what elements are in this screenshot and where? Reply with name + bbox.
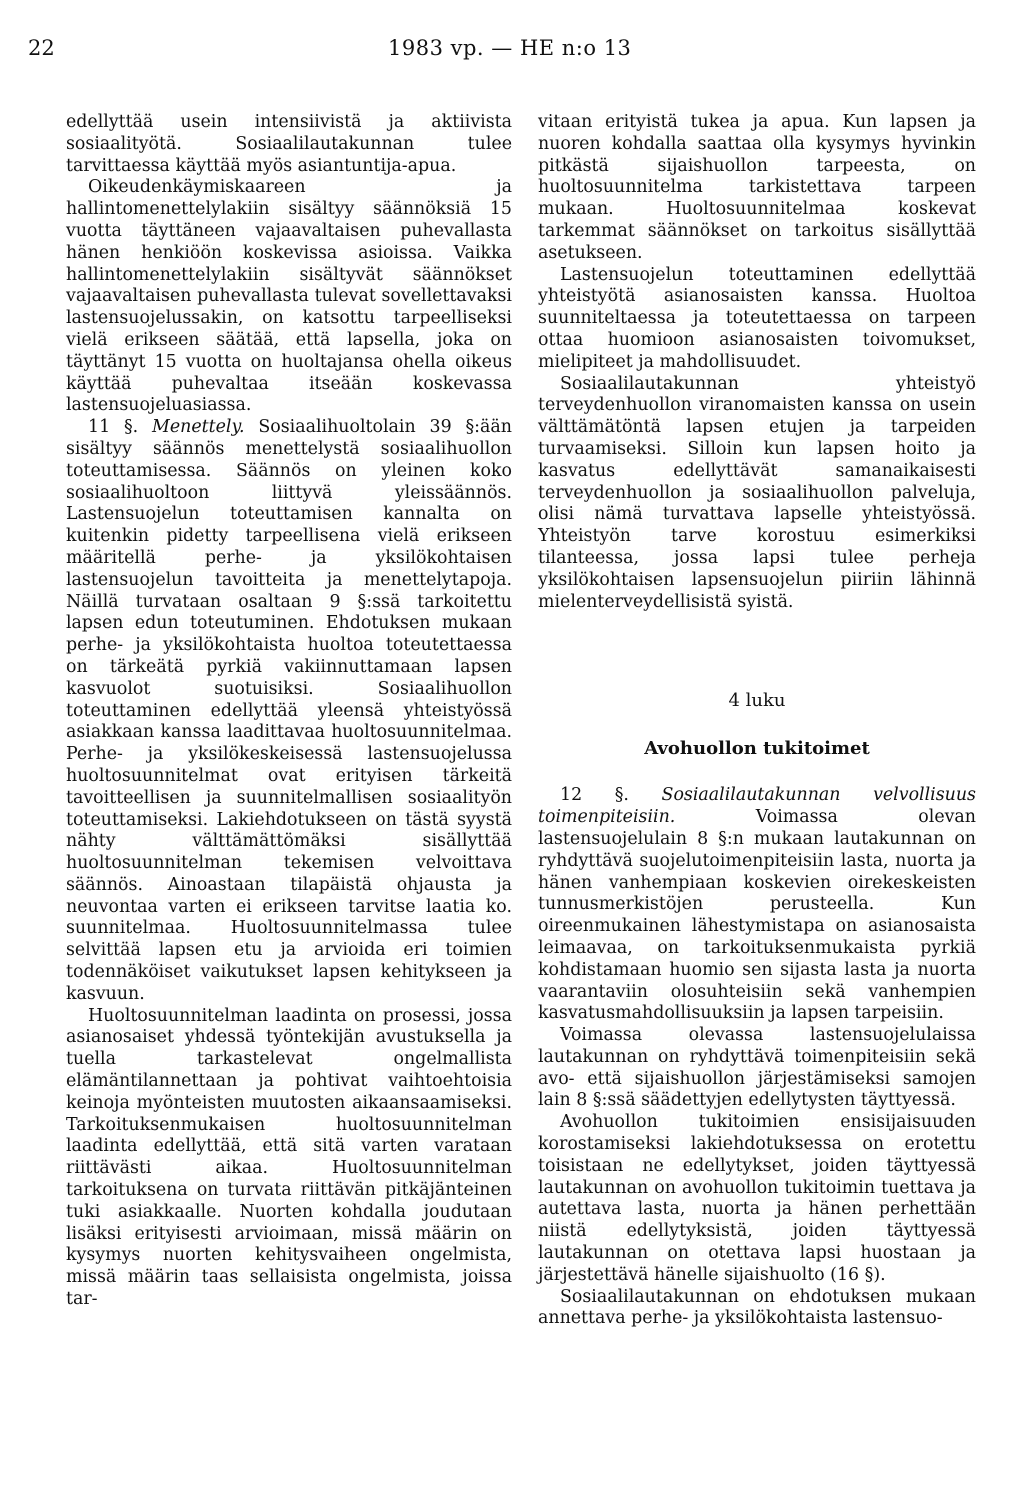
page-number: 22 [28,36,55,60]
section-body: Voimassa olevan lastensuojelulain 8 §:n mukaan lautakunnan on ryhdyttävä suojelutoimenpiteisiin lasta, nuorta ja hänen vanhempiaan koskevien oirekeskeisten tunnusmerkistöjen perusteella. Kun oireenmukainen lähestymistapa on asianosaista leimaavaa, on tarkoituksenmukaista pyrkiä kohdistamaan huomio sen sijasta lasta ja nuorta vaarantaviin olosuhteisiin sekä vanhempien kasvatusmahdollisuuksiin ja lapsen tarpeisiin. [538,807,976,1024]
left-column [66,112,512,1311]
section-title: Sosiaalilautakunnan velvollisuus toimenpiteisiin. [538,785,976,828]
section-body: Sosiaalihuoltolain 39 §:ään sisältyy säännös menettelystä sosiaalihuollon toteuttamisessa. Säännös on yleinen koko sosiaalihuoltoon liittyvä yleissäännös. Lastensuojelun toteuttamisen kannalta on kuitenkin pidetty tarpeellisena vielä erikseen määritellä perhe- ja yksilökohtaisen lastensuojelun tavoitteita ja menettelytapoja. Näillä turvataan osaltaan 9 §:ssä tarkoitettu lapsen edun toteutuminen. Ehdotuksen mukaan perhe- ja yksilökohtaista huoltoa toteutettaessa on tärkeätä pyrkiä vakiinnuttamaan lapsen kasvuolot suotuisiksi. Sosiaalihuollon toteuttaminen edellyttää yleensä yhteistyössä asiakkaan kanssa laadittavaa huoltosuunnitelmaa. Perhe- ja yksilökeskeisessä lastensuojelussa huoltosuunnitelmat ovat erityisen tärkeitä tavoitteellisen ja suunnitelmallisen sosiaalityön toteuttamiseksi. Lakiehdotukseen on tästä syystä nähty välttämättömäksi sisällyttää huoltosuunnitelman tekemisen velvoittava säännös. Ainoastaan tilapäistä ohjausta ja neuvontaa varten ei erikseen tarvitse laatia ko. suunnitelmaa. Huoltosuunnitelmassa tulee selvittää lapsen etu ja arvioida eri toimien todennäköiset vaikutukset lapsen kehitykseen ja kasvuun. [66,417,512,1004]
section-12-paragraph [538,785,976,1025]
paragraph: Lastensuojelun toteuttaminen edellyttää yhteistyötä asianosaisten kanssa. Huoltoa suunniteltaessa ja toteutettaessa on tarpeen ottaa huomioon asianosaisten toivomukset, mielipiteet ja mahdollisuudet. [538,264,976,372]
right-column [538,112,976,1330]
paragraph: Huoltosuunnitelman laadinta on prosessi, jossa asianosaiset yhdessä työntekijän avustuksella ja tuella tarkastelevat ongelmallista elämäntilannettaan ja pohtivat vaihtoehtoisia keinoja myönteisten muutosten aikaansaamiseksi. Tarkoituksenmukaisen huoltosuunnitelman laadinta edellyttää, että sitä varten varataan riittävästi aikaa. Huoltosuunnitelman tarkoituksena on turvata riittävän pitkäjänteinen tuki asiakkaalle. Nuorten kohdalla joudutaan lisäksi erityisesti arvioimaan, missä määrin on kysymys nuorten kehitysvaiheen ongelmista, missä määrin taas sellaisista ongelmista, joissa tar- [66,1005,512,1310]
paragraph: Sosiaalilautakunnan on ehdotuksen mukaan annettava perhe- ja yksilökohtaista lastensuo- [538,1286,976,1329]
section-title: Menettely. [152,417,245,438]
paragraph: edellyttää usein intensiivistä ja aktiivista sosiaalityötä. Sosiaalilautakunnan tulee tarvittaessa käyttää myös asiantuntija-apua. [66,112,512,176]
paragraph: Voimassa olevassa lastensuojelulaissa lautakunnan on ryhdyttävä toimenpiteisiin sekä avo- että sijaishuollon järjestämiseksi samojen lain 8 §:ssä säädettyjen edellytysten täyttyessä. [538,1025,976,1111]
paragraph: Avohuollon tukitoimien ensisijaisuuden korostamiseksi lakiehdotuksessa on erotettu toisistaan ne edellytykset, joiden täyttyessä lautakunnan on avohuollon tukitoimin tuettava ja autettava lasta, nuorta ja hänen perhettään niistä edellytyksistä, joiden täyttyessä lautakunnan on otettava lapsi huostaan ja järjestettävä hänelle sijaishuolto (16 §). [538,1112,976,1285]
section-11-paragraph [66,417,512,1006]
page-header [28,36,1008,66]
chapter-title: Avohuollon tukitoimet [644,738,870,760]
chapter-heading [538,689,976,761]
running-head: 1983 vp. — HE n:o 13 [388,36,632,60]
paragraph: vitaan erityistä tukea ja apua. Kun lapsen ja nuoren kohdalla saattaa olla kysymys hyvinkin pitkästä sijaishuollon tarpeesta, on huoltosuunnitelma tarkistettava tarpeen mukaan. Huoltosuunnitelmaa koskevat tarkemmat säännökset on tarkoitus sisällyttää asetukseen. [538,112,976,263]
chapter-number: 4 luku [728,690,786,712]
section-number: 12 §. [560,785,662,806]
section-number: 11 §. [88,417,153,438]
paragraph: Oikeudenkäymiskaareen ja hallintomenettelylakiin sisältyy säännöksiä 15 vuotta täyttäneen vajaavaltaisen puhevallasta hänen henkiöön koskevissa asioissa. Vaikka hallintomenettelylakiin sisältyvät säännökset vajaavaltaisen puhevallasta tulevat sovellettavaksi lastensuojelussakin, on katsottu tarpeelliseksi vielä erikseen säätää, että lapsella, joka on täyttänyt 15 vuotta on huoltajansa ohella oikeus käyttää puhevaltaa itseään koskevassa lastensuojeluasiassa. [66,177,512,416]
paragraph: Sosiaalilautakunnan yhteistyö terveydenhuollon viranomaisten kanssa on usein välttämätöntä lapsen etujen ja tarpeiden turvaamiseksi. Silloin kun lapsen hoito ja kasvatus edellyttävät samanaikaisesti terveydenhuollon ja sosiaalihuollon palveluja, olisi nämä turvattava lapselle yhteistyössä. Yhteistyön tarve korostuu esimerkiksi tilanteessa, jossa lapsi tulee perheja yksilökohtaisen lapsensuojelun piiriin lähinnä mielenterveydellisistä syistä. [538,373,976,612]
